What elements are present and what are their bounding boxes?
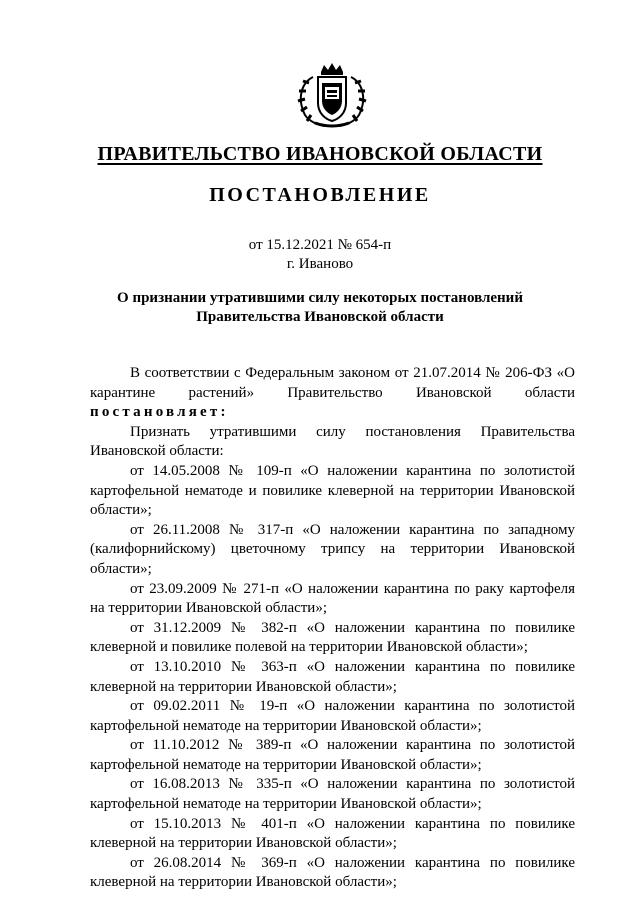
preamble-text: В соответствии с Федеральным законом от 21.07.2014 № 206-ФЗ «О карантине растений» Правительство Ивановской области xyxy=(90,365,575,401)
item-intro: Признать утратившими силу постановления Правительства Ивановской области: xyxy=(90,423,575,460)
list-item: от 14.05.2008 № 109-п «О наложении карантина по золотистой картофельной нематоде и повилике клеверной на территории Ивановской области»; xyxy=(90,462,575,519)
date-number: от 15.12.2021 № 654-п xyxy=(248,237,392,253)
city: г. Иваново xyxy=(286,256,354,272)
organization-name-text: ПРАВИТЕЛЬСТВО ИВАНОВСКОЙ ОБЛАСТИ xyxy=(97,143,543,165)
list-item: от 13.10.2010 № 363-п «О наложении карантина по повилике клеверной на территории Ивановской области»; xyxy=(90,658,575,695)
title-line-1: О признании утратившими силу некоторых постановлений xyxy=(117,290,523,306)
title-line-2: Правительства Ивановской области xyxy=(196,309,444,325)
list-item: от 31.12.2009 № 382-п «О наложении карантина по повилике клеверной и повилике полевой на территории Ивановской области»; xyxy=(90,619,575,656)
list-item: от 11.10.2012 № 389-п «О наложении карантина по золотистой картофельной нематоде на территории Ивановской области»; xyxy=(90,737,575,773)
list-item: от 26.08.2014 № 369-п «О наложении карантина по повилике клеверной на территории Ивановской области»; xyxy=(90,854,575,891)
coat-of-arms-emblem xyxy=(291,63,373,129)
list-item: от 26.11.2008 № 317-п «О наложении карантина по западному (калифорнийскому) цветочному трипсу на территории Ивановской области»; xyxy=(90,521,575,577)
list-item: от 09.02.2011 № 19-п «О наложении карантина по золотистой картофельной нематоде на территории Ивановской области»; xyxy=(90,698,575,734)
document-body xyxy=(90,364,575,893)
date-block xyxy=(0,236,640,274)
resolves-word: постановляет: xyxy=(90,404,229,421)
list-item: от 15.10.2013 № 401-п «О наложении карантина по повилике клеверной на территории Ивановской области»; xyxy=(90,815,575,852)
document-type: ПОСТАНОВЛЕНИЕ xyxy=(209,184,431,206)
list-item: от 23.09.2009 № 271-п «О наложении карантина по раку картофеля на территории Ивановской области»; xyxy=(90,580,575,617)
preamble xyxy=(90,364,575,423)
list-item: от 16.08.2013 № 335-п «О наложении карантина по золотистой картофельной нематоде на территории Ивановской области»; xyxy=(90,776,575,813)
organization-name xyxy=(0,143,640,166)
document-title xyxy=(60,289,580,327)
